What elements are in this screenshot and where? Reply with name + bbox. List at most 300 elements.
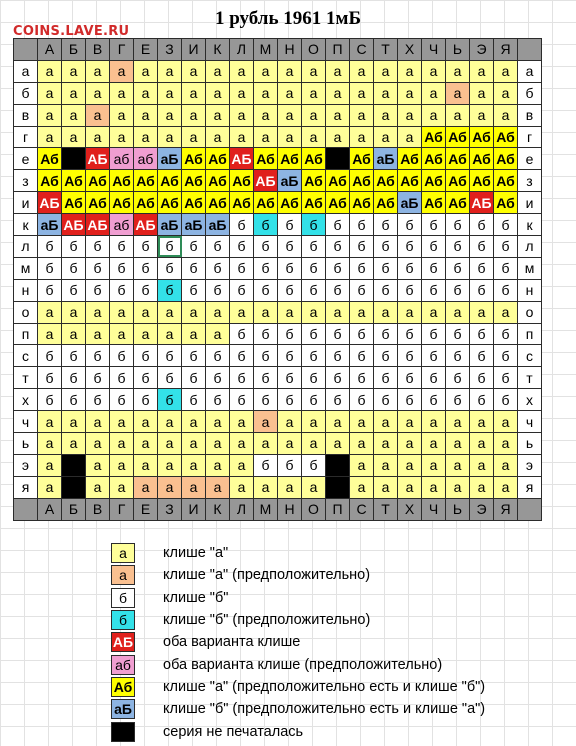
matrix-cell[interactable] [62, 476, 86, 498]
matrix-cell[interactable]: а [158, 126, 182, 148]
matrix-cell[interactable]: б [38, 279, 62, 301]
matrix-cell[interactable]: б [86, 257, 110, 279]
matrix-cell[interactable]: Аб [302, 192, 326, 214]
matrix-cell[interactable]: а [326, 82, 350, 104]
matrix-cell[interactable]: б [230, 236, 254, 258]
matrix-cell[interactable]: аБ [158, 214, 182, 236]
matrix-cell[interactable]: а [470, 104, 494, 126]
matrix-cell[interactable]: Аб [182, 170, 206, 192]
matrix-cell[interactable]: а [206, 126, 230, 148]
matrix-cell[interactable]: Аб [446, 148, 470, 170]
matrix-cell[interactable]: а [374, 104, 398, 126]
matrix-cell[interactable]: Аб [38, 170, 62, 192]
matrix-cell[interactable]: а [182, 476, 206, 498]
matrix-cell[interactable]: Аб [206, 192, 230, 214]
matrix-cell[interactable]: Аб [134, 192, 158, 214]
matrix-cell[interactable]: б [278, 345, 302, 367]
matrix-cell[interactable]: б [206, 257, 230, 279]
matrix-cell[interactable]: а [62, 104, 86, 126]
matrix-cell[interactable]: б [182, 257, 206, 279]
matrix-cell[interactable]: б [374, 236, 398, 258]
matrix-cell[interactable]: а [470, 60, 494, 82]
matrix-cell[interactable]: а [326, 60, 350, 82]
matrix-cell[interactable]: Аб [398, 170, 422, 192]
matrix-cell[interactable]: б [374, 279, 398, 301]
matrix-cell[interactable]: б [206, 345, 230, 367]
matrix-cell[interactable]: а [62, 301, 86, 323]
matrix-cell[interactable]: а [158, 82, 182, 104]
matrix-cell[interactable]: б [398, 323, 422, 345]
matrix-cell[interactable]: а [86, 126, 110, 148]
matrix-cell[interactable]: б [446, 236, 470, 258]
matrix-cell[interactable]: Аб [38, 148, 62, 170]
matrix-cell[interactable] [326, 476, 350, 498]
matrix-cell[interactable]: аБ [398, 192, 422, 214]
matrix-cell[interactable]: а [38, 126, 62, 148]
matrix-cell[interactable]: Аб [374, 170, 398, 192]
matrix-cell[interactable]: а [422, 476, 446, 498]
matrix-cell[interactable]: а [86, 454, 110, 476]
matrix-cell[interactable]: б [350, 257, 374, 279]
matrix-cell[interactable]: б [278, 279, 302, 301]
matrix-cell[interactable]: а [302, 411, 326, 433]
matrix-cell[interactable]: Аб [182, 148, 206, 170]
matrix-cell[interactable]: а [206, 411, 230, 433]
matrix-cell[interactable]: б [38, 257, 62, 279]
matrix-cell[interactable]: б [182, 345, 206, 367]
matrix-cell[interactable]: б [278, 257, 302, 279]
matrix-cell[interactable]: б [326, 389, 350, 411]
matrix-cell[interactable]: б [470, 389, 494, 411]
matrix-cell[interactable]: а [470, 411, 494, 433]
matrix-cell[interactable]: а [302, 301, 326, 323]
matrix-cell[interactable]: а [206, 476, 230, 498]
matrix-cell[interactable]: а [446, 301, 470, 323]
matrix-cell[interactable]: б [182, 389, 206, 411]
matrix-cell[interactable]: б [62, 279, 86, 301]
matrix-cell[interactable] [62, 454, 86, 476]
matrix-cell[interactable]: б [350, 323, 374, 345]
matrix-cell[interactable]: б [110, 257, 134, 279]
matrix-cell[interactable]: б [470, 236, 494, 258]
matrix-cell[interactable]: Аб [230, 170, 254, 192]
matrix-cell[interactable]: а [494, 433, 518, 455]
matrix-cell[interactable]: а [134, 60, 158, 82]
matrix-cell[interactable]: б [206, 389, 230, 411]
matrix-cell[interactable]: б [206, 279, 230, 301]
matrix-cell[interactable]: а [254, 60, 278, 82]
matrix-cell[interactable]: а [350, 301, 374, 323]
matrix-cell[interactable]: а [254, 476, 278, 498]
matrix-cell[interactable]: а [254, 126, 278, 148]
matrix-cell[interactable]: б [302, 214, 326, 236]
matrix-cell[interactable]: а [446, 476, 470, 498]
matrix-cell[interactable]: а [446, 433, 470, 455]
matrix-cell[interactable]: б [398, 389, 422, 411]
matrix-cell[interactable]: б [470, 279, 494, 301]
matrix-cell[interactable]: б [302, 279, 326, 301]
matrix-cell[interactable]: а [230, 82, 254, 104]
matrix-cell[interactable]: а [230, 60, 254, 82]
matrix-cell[interactable]: а [230, 126, 254, 148]
matrix-cell[interactable]: аб [110, 214, 134, 236]
matrix-cell[interactable]: а [134, 82, 158, 104]
matrix-cell[interactable]: б [86, 279, 110, 301]
matrix-cell[interactable]: Аб [278, 148, 302, 170]
matrix-cell[interactable]: Аб [158, 192, 182, 214]
matrix-cell[interactable]: б [62, 345, 86, 367]
matrix-cell[interactable]: Аб [326, 170, 350, 192]
matrix-cell[interactable]: а [374, 126, 398, 148]
matrix-cell[interactable]: а [182, 301, 206, 323]
matrix-cell[interactable]: Аб [470, 170, 494, 192]
matrix-cell[interactable]: а [422, 301, 446, 323]
matrix-cell[interactable]: б [302, 323, 326, 345]
matrix-cell[interactable]: б [110, 345, 134, 367]
matrix-cell[interactable]: а [134, 433, 158, 455]
matrix-cell[interactable]: а [110, 454, 134, 476]
matrix-cell[interactable]: б [110, 279, 134, 301]
matrix-cell[interactable]: а [86, 82, 110, 104]
matrix-cell[interactable]: б [494, 257, 518, 279]
matrix-cell[interactable]: аБ [182, 214, 206, 236]
matrix-cell[interactable]: б [38, 389, 62, 411]
matrix-cell[interactable]: а [494, 82, 518, 104]
matrix-cell[interactable]: Аб [206, 148, 230, 170]
matrix-cell[interactable]: а [38, 323, 62, 345]
matrix-cell[interactable]: а [470, 476, 494, 498]
matrix-cell[interactable]: а [302, 476, 326, 498]
matrix-cell[interactable]: а [302, 60, 326, 82]
matrix-cell[interactable]: а [134, 301, 158, 323]
matrix-cell[interactable]: а [350, 82, 374, 104]
matrix-cell[interactable]: а [470, 301, 494, 323]
matrix-cell[interactable]: б [230, 367, 254, 389]
matrix-cell[interactable]: а [62, 82, 86, 104]
matrix-cell[interactable]: б [398, 279, 422, 301]
matrix-cell[interactable]: б [398, 345, 422, 367]
matrix-cell[interactable]: б [494, 389, 518, 411]
matrix-cell[interactable]: а [182, 411, 206, 433]
matrix-cell[interactable]: а [398, 476, 422, 498]
matrix-cell[interactable]: а [230, 454, 254, 476]
matrix-cell[interactable]: б [278, 214, 302, 236]
matrix-cell[interactable]: а [398, 104, 422, 126]
matrix-cell[interactable]: б [470, 367, 494, 389]
matrix-cell[interactable]: а [38, 82, 62, 104]
matrix-cell[interactable]: а [278, 126, 302, 148]
matrix-cell[interactable]: а [134, 454, 158, 476]
matrix-cell[interactable]: аБ [158, 148, 182, 170]
matrix-cell[interactable]: б [62, 389, 86, 411]
matrix-cell[interactable]: а [230, 411, 254, 433]
matrix-cell[interactable]: Аб [182, 192, 206, 214]
matrix-cell[interactable] [326, 454, 350, 476]
matrix-cell[interactable]: б [422, 345, 446, 367]
matrix-cell[interactable]: Аб [422, 170, 446, 192]
matrix-cell[interactable]: б [470, 323, 494, 345]
matrix-cell[interactable]: а [110, 323, 134, 345]
matrix-cell[interactable]: Аб [350, 170, 374, 192]
matrix-cell[interactable]: б [278, 367, 302, 389]
matrix-cell[interactable]: Аб [350, 148, 374, 170]
matrix-cell[interactable]: б [398, 257, 422, 279]
matrix-cell[interactable]: а [206, 323, 230, 345]
matrix-cell[interactable]: а [182, 60, 206, 82]
matrix-cell[interactable]: а [38, 104, 62, 126]
matrix-cell[interactable]: а [398, 454, 422, 476]
matrix-cell[interactable]: а [86, 323, 110, 345]
matrix-cell[interactable]: а [254, 433, 278, 455]
matrix-cell[interactable]: б [446, 323, 470, 345]
matrix-cell[interactable]: а [38, 476, 62, 498]
matrix-cell[interactable]: а [62, 433, 86, 455]
matrix-cell[interactable]: Аб [446, 192, 470, 214]
matrix-cell[interactable]: а [470, 454, 494, 476]
matrix-cell[interactable]: б [302, 236, 326, 258]
matrix-cell[interactable]: а [134, 126, 158, 148]
matrix-cell[interactable]: б [350, 389, 374, 411]
matrix-cell[interactable]: а [302, 433, 326, 455]
matrix-cell[interactable]: б [62, 367, 86, 389]
matrix-cell[interactable]: АБ [230, 148, 254, 170]
matrix-cell[interactable]: а [158, 411, 182, 433]
matrix-cell[interactable]: а [374, 454, 398, 476]
matrix-cell[interactable]: б [62, 236, 86, 258]
matrix-cell[interactable]: а [158, 454, 182, 476]
matrix-cell[interactable]: б [230, 214, 254, 236]
matrix-cell[interactable]: а [494, 60, 518, 82]
matrix-cell[interactable]: АБ [86, 214, 110, 236]
matrix-cell[interactable]: а [38, 301, 62, 323]
matrix-cell[interactable]: а [230, 433, 254, 455]
matrix-cell[interactable]: а [350, 126, 374, 148]
matrix-cell[interactable]: б [350, 345, 374, 367]
matrix-cell[interactable]: б [158, 389, 182, 411]
matrix-cell[interactable]: б [254, 367, 278, 389]
matrix-cell[interactable]: а [422, 104, 446, 126]
matrix-cell[interactable]: а [86, 60, 110, 82]
matrix-cell[interactable]: Аб [86, 170, 110, 192]
matrix-cell[interactable]: б [254, 389, 278, 411]
matrix-cell[interactable]: б [470, 214, 494, 236]
matrix-cell[interactable]: Аб [470, 126, 494, 148]
matrix-cell[interactable]: б [446, 367, 470, 389]
matrix-cell[interactable]: б [446, 279, 470, 301]
matrix-cell[interactable]: Аб [206, 170, 230, 192]
matrix-cell[interactable]: б [422, 323, 446, 345]
matrix-cell[interactable] [326, 148, 350, 170]
matrix-cell[interactable]: а [182, 82, 206, 104]
matrix-cell[interactable]: Аб [422, 126, 446, 148]
matrix-cell[interactable]: а [278, 301, 302, 323]
matrix-cell[interactable]: а [254, 104, 278, 126]
matrix-cell[interactable]: аБ [374, 148, 398, 170]
matrix-cell[interactable]: а [494, 476, 518, 498]
matrix-cell[interactable]: Аб [62, 192, 86, 214]
matrix-cell[interactable]: б [254, 345, 278, 367]
matrix-cell[interactable]: б [134, 279, 158, 301]
matrix-cell[interactable]: а [374, 411, 398, 433]
matrix-cell[interactable]: б [398, 367, 422, 389]
matrix-cell[interactable]: Аб [110, 192, 134, 214]
matrix-cell[interactable]: б [398, 236, 422, 258]
matrix-cell[interactable]: б [326, 345, 350, 367]
matrix-cell[interactable]: а [62, 323, 86, 345]
matrix-cell[interactable]: б [494, 279, 518, 301]
matrix-cell[interactable]: а [422, 82, 446, 104]
matrix-cell[interactable]: Аб [398, 148, 422, 170]
matrix-cell[interactable]: б [326, 279, 350, 301]
matrix-cell[interactable]: б [158, 236, 182, 258]
matrix-cell[interactable]: а [182, 454, 206, 476]
matrix-cell[interactable]: а [446, 104, 470, 126]
matrix-cell[interactable]: АБ [134, 214, 158, 236]
matrix-cell[interactable]: АБ [38, 192, 62, 214]
matrix-cell[interactable]: а [278, 411, 302, 433]
matrix-cell[interactable]: б [134, 345, 158, 367]
matrix-cell[interactable]: б [398, 214, 422, 236]
matrix-cell[interactable]: Аб [470, 148, 494, 170]
matrix-cell[interactable]: б [446, 345, 470, 367]
matrix-cell[interactable]: а [206, 433, 230, 455]
matrix-cell[interactable]: а [446, 82, 470, 104]
matrix-cell[interactable]: б [254, 236, 278, 258]
matrix-cell[interactable]: Аб [230, 192, 254, 214]
matrix-cell[interactable]: а [254, 411, 278, 433]
matrix-cell[interactable]: а [326, 411, 350, 433]
matrix-cell[interactable]: б [206, 236, 230, 258]
matrix-cell[interactable]: Аб [278, 192, 302, 214]
matrix-cell[interactable]: а [38, 454, 62, 476]
matrix-cell[interactable]: б [278, 236, 302, 258]
matrix-cell[interactable]: а [326, 104, 350, 126]
matrix-cell[interactable]: а [206, 82, 230, 104]
matrix-cell[interactable]: б [254, 257, 278, 279]
matrix-cell[interactable]: б [254, 214, 278, 236]
matrix-cell[interactable]: б [374, 345, 398, 367]
matrix-cell[interactable]: б [446, 389, 470, 411]
matrix-cell[interactable]: АБ [86, 148, 110, 170]
matrix-cell[interactable]: б [230, 345, 254, 367]
matrix-cell[interactable]: а [278, 82, 302, 104]
matrix-cell[interactable]: б [350, 279, 374, 301]
matrix-cell[interactable]: б [86, 389, 110, 411]
matrix-cell[interactable]: а [38, 60, 62, 82]
matrix-cell[interactable]: а [110, 301, 134, 323]
matrix-cell[interactable]: а [470, 82, 494, 104]
matrix-cell[interactable]: б [278, 389, 302, 411]
matrix-cell[interactable]: а [326, 126, 350, 148]
matrix-cell[interactable]: б [326, 323, 350, 345]
matrix-cell[interactable]: а [62, 60, 86, 82]
matrix-cell[interactable]: б [302, 454, 326, 476]
matrix-cell[interactable]: б [470, 257, 494, 279]
matrix-cell[interactable]: б [350, 214, 374, 236]
matrix-cell[interactable]: а [422, 454, 446, 476]
matrix-cell[interactable]: а [398, 60, 422, 82]
matrix-cell[interactable]: б [230, 257, 254, 279]
matrix-cell[interactable]: а [494, 454, 518, 476]
matrix-cell[interactable]: а [398, 126, 422, 148]
matrix-cell[interactable]: б [158, 257, 182, 279]
matrix-cell[interactable]: б [182, 279, 206, 301]
matrix-cell[interactable]: Аб [494, 170, 518, 192]
matrix-cell[interactable]: а [62, 411, 86, 433]
matrix-cell[interactable]: б [86, 367, 110, 389]
matrix-cell[interactable]: а [110, 411, 134, 433]
matrix-cell[interactable]: б [134, 257, 158, 279]
matrix-cell[interactable]: а [254, 82, 278, 104]
matrix-cell[interactable]: а [134, 323, 158, 345]
matrix-cell[interactable]: а [158, 476, 182, 498]
matrix-cell[interactable]: аб [110, 148, 134, 170]
matrix-cell[interactable]: а [326, 433, 350, 455]
matrix-cell[interactable]: а [206, 301, 230, 323]
matrix-cell[interactable]: а [158, 104, 182, 126]
matrix-cell[interactable]: б [230, 389, 254, 411]
matrix-cell[interactable]: а [230, 104, 254, 126]
matrix-cell[interactable]: б [302, 389, 326, 411]
matrix-cell[interactable]: а [398, 301, 422, 323]
matrix-cell[interactable]: б [134, 367, 158, 389]
matrix-cell[interactable]: аБ [38, 214, 62, 236]
matrix-cell[interactable]: б [158, 367, 182, 389]
matrix-cell[interactable]: Аб [494, 192, 518, 214]
matrix-cell[interactable]: Аб [494, 126, 518, 148]
matrix-cell[interactable]: а [230, 301, 254, 323]
matrix-cell[interactable]: а [158, 433, 182, 455]
matrix-cell[interactable]: а [38, 411, 62, 433]
matrix-cell[interactable]: аб [134, 148, 158, 170]
matrix-cell[interactable]: а [110, 60, 134, 82]
matrix-cell[interactable]: Аб [302, 170, 326, 192]
matrix-cell[interactable]: Аб [158, 170, 182, 192]
matrix-cell[interactable]: а [350, 454, 374, 476]
matrix-cell[interactable]: б [446, 257, 470, 279]
matrix-cell[interactable]: б [470, 345, 494, 367]
matrix-cell[interactable]: б [422, 367, 446, 389]
matrix-cell[interactable]: б [350, 236, 374, 258]
matrix-cell[interactable]: б [110, 389, 134, 411]
matrix-cell[interactable]: б [182, 367, 206, 389]
matrix-cell[interactable]: а [182, 104, 206, 126]
matrix-cell[interactable]: а [110, 104, 134, 126]
matrix-cell[interactable]: а [350, 476, 374, 498]
matrix-cell[interactable]: а [398, 411, 422, 433]
matrix-cell[interactable]: а [350, 411, 374, 433]
matrix-cell[interactable]: б [38, 345, 62, 367]
matrix-cell[interactable]: Аб [350, 192, 374, 214]
matrix-cell[interactable]: АБ [470, 192, 494, 214]
matrix-cell[interactable]: а [494, 301, 518, 323]
matrix-cell[interactable]: а [494, 411, 518, 433]
matrix-cell[interactable]: а [278, 104, 302, 126]
matrix-cell[interactable]: б [230, 323, 254, 345]
matrix-cell[interactable]: б [326, 367, 350, 389]
matrix-cell[interactable]: а [494, 104, 518, 126]
matrix-cell[interactable]: а [350, 433, 374, 455]
matrix-cell[interactable]: б [278, 454, 302, 476]
matrix-cell[interactable]: а [158, 323, 182, 345]
matrix-cell[interactable]: б [278, 323, 302, 345]
matrix-cell[interactable]: а [86, 433, 110, 455]
matrix-cell[interactable]: а [86, 411, 110, 433]
matrix-cell[interactable]: а [182, 323, 206, 345]
matrix-cell[interactable]: б [422, 236, 446, 258]
matrix-cell[interactable]: а [206, 60, 230, 82]
matrix-cell[interactable]: АБ [62, 214, 86, 236]
